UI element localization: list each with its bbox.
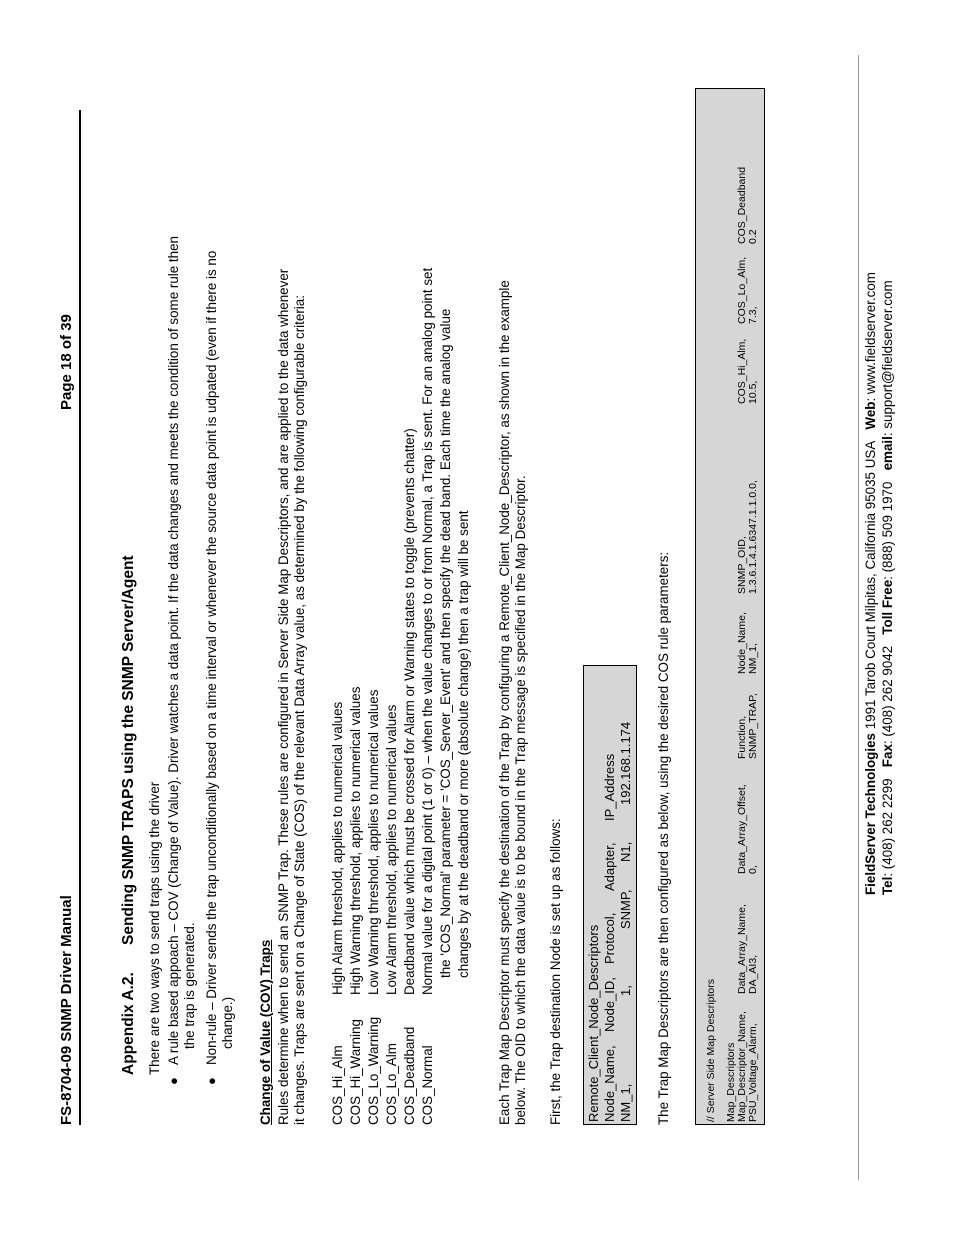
md-title: Map_Descriptors — [725, 1042, 737, 1122]
footer-tel: : (408) 262 2299 — [880, 778, 895, 877]
criteria-name: COS_Hi_Alm — [330, 1045, 345, 1125]
footer-address: 1991 Tarob Court Milpitas, California 95035 USA — [863, 440, 878, 734]
md-col: Data_Array_Offset, — [736, 784, 748, 874]
criteria-desc: Deadband value which must be crossed for Alarm or Warning states to toggle (prevents chatter) — [402, 428, 417, 995]
node-cell: SNMP, — [618, 889, 633, 929]
node-intro: First, the Trap destination Node is set up as follows: — [548, 818, 563, 1125]
cov-para-line-2: it changes. Traps are sent on a Change of State (COS) of the relevant Data Array value, as determined by the following configurable criteria: — [292, 295, 307, 1125]
md-col: Data_Array_Name, — [736, 904, 748, 994]
footer-company: FieldServer Technologies — [863, 733, 878, 895]
md-cell: 7.3, — [747, 306, 759, 324]
node-cell: 1, — [618, 985, 633, 996]
criteria-name: COS_Normal — [420, 1045, 435, 1125]
criteria-name: COS_Lo_Alm — [384, 1043, 399, 1125]
section-number: Appendix A.2. — [120, 972, 137, 1075]
node-config-box — [583, 665, 637, 1125]
intro-text: There are two ways to send traps using the driver — [147, 781, 162, 1075]
md-col: COS_Hi_Alm, — [736, 338, 748, 404]
footer-web-label: Web — [863, 401, 878, 430]
criteria-desc: Low Alarm threshold, applies to numerical values — [384, 704, 399, 995]
footer-web[interactable]: : www.fieldserver.com — [863, 272, 878, 402]
bullet-2-line-2: change.) — [220, 996, 235, 1049]
footer-rule — [858, 55, 859, 1180]
md-col: Map_Descriptor_Name, — [736, 1011, 748, 1122]
md-cell: 10.5, — [747, 380, 759, 404]
bullet-icon: ● — [166, 1077, 181, 1085]
bullet-1-line-2: the trap is generated. — [182, 922, 197, 1049]
node-col: Node_Name, — [602, 1045, 617, 1122]
node-col: IP_Address — [602, 753, 617, 821]
criteria-name: COS_Deadband — [402, 1026, 417, 1125]
md-cell: DA_AI3, — [747, 954, 759, 994]
section-title: Sending SNMP TRAPS using the SNMP Server/Agent — [120, 555, 137, 945]
md-cell: 0.2 — [747, 229, 759, 244]
md-col: COS_Deadband — [736, 166, 748, 244]
footer-fax: : (408) 262 9042 — [880, 645, 895, 745]
node-cell: N1, — [618, 841, 633, 862]
bullet-2-line-1: Non-rule – Driver sends the trap unconditionally based on a time interval or whenever the source data point is udpated (even if there is no — [204, 250, 219, 1065]
md-cell: 1.3.6.1.4.1.6347.1.1.0.0, — [747, 480, 759, 594]
node-col: Protocol, — [602, 912, 617, 964]
md-cell: 0, — [747, 865, 759, 874]
footer-tel-label: Tel — [880, 876, 895, 895]
cov-para-line-1: Rules determine when to send an SNMP Trap. These rules are configured in Server Side Map Descriptors, and are applied to the data whenever — [276, 268, 291, 1125]
md-intro: The Trap Map Descriptors are then configured as below, using the desired COS rule parameters: — [656, 551, 671, 1125]
node-cell: 192.168.1.174 — [618, 721, 633, 805]
bullet-icon: ● — [204, 1077, 219, 1085]
md-cell: SNMP_TRAP, — [747, 693, 759, 759]
criteria-desc: the 'COS_Normal' parameter = 'COS_Server_Event' and then specify the dead band. Each time the analog value — [438, 308, 453, 978]
md-col: SNMP_OID, — [736, 536, 748, 594]
bullet-1-line-1: A rule based appoach – COV (Change of Value). Driver watches a data point. If the data changes and meets the condition of some rule then — [166, 236, 181, 1065]
footer-fax-label: Fax — [880, 744, 895, 768]
trap-para-line-2: below. The OID to which the data value is to be bound in the Trap message is specified in the Map Descriptor. — [513, 475, 528, 1125]
footer-line-1 — [862, 272, 879, 895]
md-col: COS_Lo_Alm, — [736, 256, 748, 324]
md-col: Function, — [736, 715, 748, 759]
node-cell: NM_1, — [618, 1083, 633, 1122]
criteria-name: COS_Lo_Warning — [366, 1016, 381, 1125]
md-cell: PSU_Voltage_Alarm, — [747, 1023, 759, 1122]
md-comment: // Server Side Map Descriptors — [705, 979, 717, 1122]
footer-email[interactable]: : support@fieldserver.com — [880, 280, 895, 437]
md-col: Node_Name, — [736, 612, 748, 674]
header-rule — [79, 110, 81, 1125]
map-descriptor-box — [695, 88, 765, 1125]
cov-heading: Change of Value (COV) Traps — [258, 939, 273, 1125]
node-col: Node_ID, — [602, 977, 617, 1032]
footer-line-2 — [879, 280, 896, 895]
criteria-desc: changes by at the deadband or more (absolute change) then a trap will be sent — [456, 510, 471, 978]
node-col: Adapter, — [602, 842, 617, 891]
criteria-desc: High Warning threshold, applies to numerical values — [348, 686, 363, 995]
criteria-desc: Low Warning threshold, applies to numerical values — [366, 689, 381, 995]
footer-tollfree-label: Toll Free — [880, 579, 895, 635]
md-cell: NM_1, — [747, 643, 759, 674]
criteria-name: COS_Hi_Warning — [348, 1019, 363, 1125]
criteria-desc: Normal value for a digital point (1 or 0) – when the value changes to or from Normal, a Trap is sent. For an analog point set — [420, 267, 435, 995]
node-table-title: Remote_Client_Node_Descriptors — [586, 924, 601, 1122]
footer-tollfree: : (888) 509 1970 — [880, 481, 895, 580]
manual-title: FS-8704-09 SNMP Driver Manual — [58, 895, 75, 1125]
page-number: Page 18 of 39 — [58, 314, 75, 410]
trap-para-line-1: Each Trap Map Descriptor must specify the destination of the Trap by configuring a Remote_Client_Node_Descriptor, as shown in the example — [497, 280, 512, 1125]
criteria-desc: High Alarm threshold, applies to numerical values — [330, 701, 345, 995]
footer-email-label: email — [880, 436, 895, 471]
